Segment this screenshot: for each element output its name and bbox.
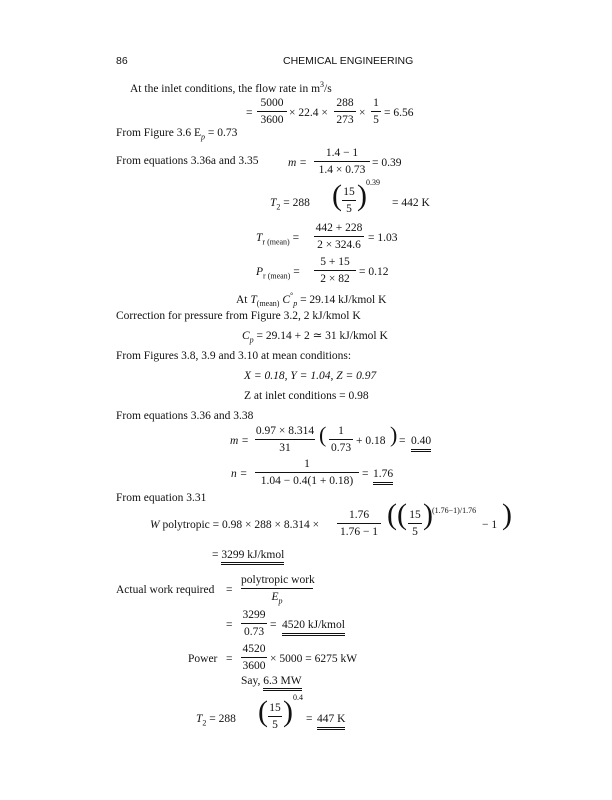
actual-fraction: polytropic work $E_p$ bbox=[241, 574, 315, 606]
w-outer-left-paren: ( bbox=[387, 498, 397, 531]
fig36-line: From Figure 3.6 $E_p = 0.73$ bbox=[116, 127, 238, 142]
t2b-left-paren: ( bbox=[258, 695, 268, 728]
m-result: = 0.39 bbox=[372, 157, 402, 169]
pr-fraction: 5 + 15 2 × 82 bbox=[314, 255, 356, 286]
flow-eq-prefix: = bbox=[246, 107, 253, 119]
n-eq: = bbox=[362, 468, 369, 480]
m-fraction: 1.4 − 1 1.4 × 0.73 bbox=[314, 146, 370, 177]
eq336a-line: From equations 3.36a and 3.35 bbox=[116, 155, 259, 167]
say-line: Say, 6.3 MW bbox=[241, 674, 302, 688]
t2b-right-paren: ) bbox=[283, 695, 293, 728]
correction-line: Correction for pressure from Figure 3.2, 2 kJ/kmol K bbox=[116, 310, 361, 322]
flow-fraction-1: 5000 3600 bbox=[257, 96, 287, 127]
aw-fraction: 3299 0.73 bbox=[242, 609, 266, 638]
power-label: Power bbox=[188, 653, 218, 665]
n-result: 1.76 bbox=[373, 467, 393, 485]
pr-label: $P_{r (mean)}$ = bbox=[256, 266, 300, 281]
page-number: 86 bbox=[116, 55, 128, 67]
xyz-line: X = 0.18, Y = 1.04, Z = 0.97 bbox=[244, 370, 377, 382]
w-exponent: (1.76−1)/1.76 bbox=[432, 506, 477, 515]
t2-left-paren: ( bbox=[332, 179, 342, 212]
inlet-intro: At the inlet conditions, the flow rate in $m^3/s$ bbox=[130, 80, 332, 95]
t2b-exponent: 0.4 bbox=[293, 693, 303, 702]
t2-result: = 442 K bbox=[392, 197, 430, 209]
flow-times: × bbox=[359, 107, 366, 119]
t2-label: $T_2 = 288$ bbox=[270, 197, 310, 212]
aw-eq: = bbox=[226, 619, 233, 631]
m-label: m = bbox=[288, 157, 307, 169]
w-minus: − 1 bbox=[482, 519, 498, 531]
flow-fraction-3: 1 5 bbox=[371, 96, 381, 127]
flow-mid: × 22.4 × bbox=[289, 107, 328, 119]
w-label: W polytropic = 0.98 × 288 × 8.314 × bbox=[150, 519, 320, 531]
m2-fraction: 0.97 × 8.314 31 bbox=[255, 425, 315, 454]
pr-result: = 0.12 bbox=[359, 266, 389, 278]
n-label: n = bbox=[231, 468, 248, 480]
n-fraction: 1 1.04 − 0.4(1 + 0.18) bbox=[255, 457, 359, 488]
m2-eq: = bbox=[399, 435, 406, 447]
flow-fraction-2: 288 273 bbox=[334, 96, 356, 127]
w-fraction: 1.76 1.76 − 1 bbox=[337, 508, 381, 539]
cp-corrected-line: $C_p = 29.14 + 2$ ≃ 31 kJ/kmol K bbox=[242, 330, 388, 345]
t2b-fraction: 15 5 bbox=[269, 702, 281, 731]
t2-fraction: 15 5 bbox=[343, 186, 355, 215]
tr-label: $T_{r (mean)}$ = bbox=[256, 232, 300, 247]
power-fraction: 4520 3600 bbox=[242, 643, 266, 672]
m2-label: m = bbox=[230, 435, 249, 447]
w-inner-fraction: 15 5 bbox=[409, 509, 421, 538]
w-outer-right-paren: ) bbox=[502, 498, 512, 531]
eq336-line: From equations 3.36 and 3.38 bbox=[116, 410, 254, 422]
running-title: CHEMICAL ENGINEERING bbox=[283, 55, 414, 67]
flow-result: = 6.56 bbox=[384, 107, 414, 119]
w-inner-left-paren: ( bbox=[397, 498, 407, 531]
m2-plus: + 0.18 bbox=[356, 435, 386, 447]
m2-left-paren: ( bbox=[319, 422, 327, 447]
t2b-result: 447 K bbox=[317, 712, 345, 730]
t2-exponent: 0.39 bbox=[366, 178, 380, 187]
tr-fraction: 442 + 228 2 × 324.6 bbox=[315, 222, 363, 251]
m2-result: 0.40 bbox=[411, 434, 431, 452]
actual-eq: = bbox=[226, 584, 233, 596]
aw-result: 4520 kJ/kmol bbox=[282, 618, 345, 636]
power-tail: × 5000 = 6275 kW bbox=[270, 653, 358, 665]
w-inner-right-paren: ) bbox=[423, 498, 433, 531]
eq331-line: From equation 3.31 bbox=[116, 492, 207, 504]
t2b-eq2: = bbox=[306, 713, 313, 725]
z-inlet-line: Z at inlet conditions = 0.98 bbox=[244, 390, 369, 402]
m2-right-paren: ) bbox=[390, 422, 398, 447]
actual-label: Actual work required bbox=[116, 584, 215, 596]
m2-inner-fraction: 1 0.73 bbox=[330, 425, 352, 454]
t2b-label: $T_2 = 288$ bbox=[196, 713, 236, 728]
figs38-line: From Figures 3.8, 3.9 and 3.10 at mean conditions: bbox=[116, 350, 352, 362]
w-result-line: = 3299 kJ/kmol bbox=[212, 548, 284, 562]
tr-result: = 1.03 bbox=[368, 232, 398, 244]
cp-mean-line: At $T_{(mean)}$ $C^\circ_p = 29.14$ kJ/kmol K bbox=[236, 291, 387, 309]
t2-right-paren: ) bbox=[357, 179, 367, 212]
power-eq: = bbox=[226, 653, 233, 665]
aw-eq2: = bbox=[270, 619, 277, 631]
